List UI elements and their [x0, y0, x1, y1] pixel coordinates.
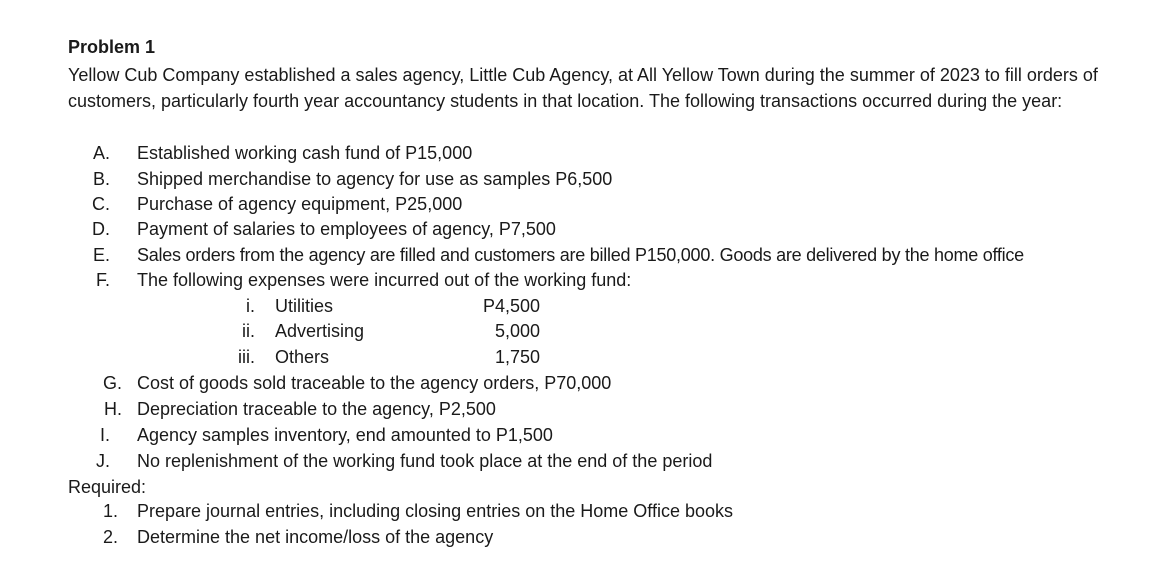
required-text: Determine the net income/loss of the agency — [137, 527, 494, 547]
transaction-text: No replenishment of the working fund took place at the end of the period — [137, 451, 713, 471]
expense-label: Advertising — [275, 321, 365, 341]
required-number: 2. — [102, 527, 118, 547]
required-text: Prepare journal entries, including closing entries on the Home Office books — [137, 501, 733, 521]
expense-label: Others — [275, 347, 330, 367]
expense-number: i. — [246, 296, 255, 316]
transaction-text: Purchase of agency equipment, P25,000 — [137, 194, 463, 214]
expense-label: Utilities — [275, 296, 334, 316]
expense-number: iii. — [238, 347, 255, 367]
transaction-letter: D. — [92, 219, 110, 239]
expense-amount: 1,750 — [494, 347, 540, 367]
transaction-letter: A. — [92, 143, 110, 163]
transaction-text: Agency samples inventory, end amounted to P1,500 — [137, 425, 553, 445]
transaction-text: Shipped merchandise to agency for use as samples P6,500 — [137, 169, 613, 189]
required-number: 1. — [102, 501, 118, 521]
transaction-letter: G. — [102, 373, 122, 393]
transaction-letter: J. — [95, 451, 110, 471]
expense-number: ii. — [242, 321, 255, 341]
transaction-letter: I. — [99, 425, 110, 445]
problem-title: Problem 1 — [68, 37, 156, 57]
transaction-text: Cost of goods sold traceable to the agency orders, P70,000 — [137, 373, 612, 393]
transaction-text: Payment of salaries to employees of agency, P7,500 — [137, 219, 556, 239]
transaction-text: Established working cash fund of P15,000 — [137, 143, 473, 163]
problem-intro: Yellow Cub Company established a sales agency, Little Cub Agency, at All Yellow Town during the summer of 2023 to fill orders of customers, particularly fourth year accountancy students in that location. The following transactions occurred during the year: — [68, 65, 1098, 111]
transaction-text: The following expenses were incurred out of the working fund: — [137, 270, 632, 290]
transaction-text: Sales orders from the agency are filled and customers are billed P150,000. Goods are delivered by the home office — [137, 245, 1024, 265]
transaction-letter: F. — [95, 270, 110, 290]
transaction-letter: C. — [92, 194, 110, 214]
expense-amount: P4,500 — [482, 296, 540, 316]
transaction-letter: E. — [92, 245, 110, 265]
transaction-letter: H. — [104, 399, 122, 419]
expense-amount: 5,000 — [494, 321, 540, 341]
required-label: Required: — [68, 477, 147, 497]
transaction-text: Depreciation traceable to the agency, P2,500 — [137, 399, 496, 419]
transaction-letter: B. — [92, 169, 110, 189]
